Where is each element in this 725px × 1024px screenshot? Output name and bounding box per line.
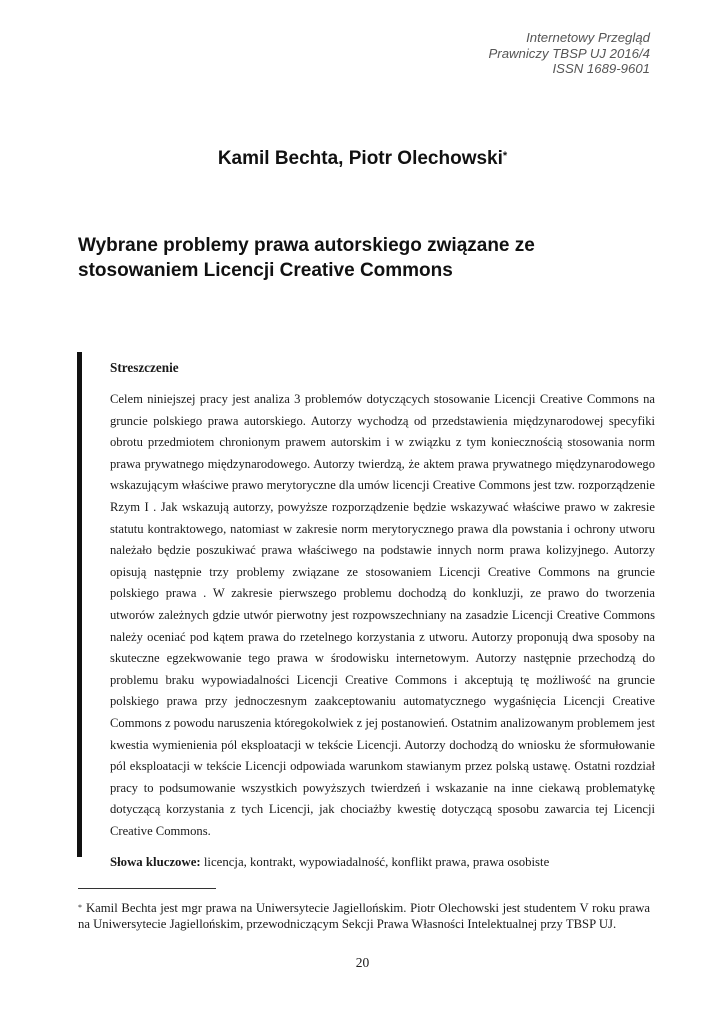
author-names: Kamil Bechta, Piotr Olechowski [217, 148, 503, 169]
article-authors [0, 147, 725, 171]
abstract-heading: Streszczenie [110, 360, 179, 375]
article-title: Wybrane problemy prawa autorskiego związane ze stosowaniem Licencji Creative Commons [78, 235, 535, 281]
footnote-marker: * [78, 903, 82, 912]
keywords-line [110, 852, 655, 872]
footnote-separator [78, 888, 216, 889]
keywords-label: Słowa kluczowe: [110, 855, 201, 870]
footnote-text: Kamil Bechta jest mgr prawa na Uniwersytecie Jagiellońskim. Piotr Olechowski jest studentem V roku prawa na Uniwersytecie Jagiellońskim, przewodniczącym Sekcji Prawa Własności Intelektualnej przy TBSP UJ. [78, 901, 650, 931]
footnote [78, 901, 650, 932]
abstract-body: Celem niniejszej pracy jest analiza 3 problemów dotyczących stosowanie Licencji Creative Commons na gruncie polskiego prawa autorskiego. Autorzy wychodzą od przedstawienia międzynarodowej specyfiki obrotu przedmiotem chronionym prawem autorskim i w związku z tym koniecznością stosowania norm prawa prywatnego międzynarodowego. Autorzy twierdzą, że aktem prawa prywatnego międzynarodowego wskazującym właściwe prawo merytoryczne dla umów licencji Creative Commons jest tzw. rozporządzenie Rzym I . Jak wskazują autorzy, powyższe rozporządzenie będzie wskazywać właściwe prawo w zakresie statutu kontraktowego, natomiast w zakresie norm merytorycznego prawa dla powstania i ochrony utworu należało będzie poszukiwać prawa właściwego na podstawie innych norm prawa kolizyjnego. Autorzy opisują następnie trzy problemy związane ze stosowaniem Licencji Creative Commons na gruncie polskiego prawa . W zakresie pierwszego problemu dochodzą do konkluzji, ze prawo do tworzenia utworów zależnych gdzie utwór pierwotny jest rozpowszechniany na zasadzie Licencji Creative Commons należy oceniać pod kątem prawa do rzetelnego korzystania z utworu. Autorzy proponują dwa sposoby na skuteczne egzekwowanie tego prawa w środowisku internetowym. Autorzy następnie przechodzą do problemu braku wypowiadalności Licencji Creative Commons i akceptują tę możliwość na gruncie polskiego prawa przy jednoczesnym zaakceptowaniu automatycznego wygaśnięcia Licencji Creative Commons z powodu naruszenia któregokolwiek z jej postanowień. Ostatnim analizowanym problemem jest kwestia wymienienia pól eksploatacji w tekście Licencji. Autorzy dochodzą do wniosku że sformułowanie pól eksploatacji w tekście Licencji odpowiada warunkom stawianym przez polską ustawę. Ostatni rozdział pracy to podsumowanie wszystkich powyższych twierdzeń i wskazanie na inne ciekawą problematykę dotyczącą korzystania z tych Licencji, jak chociażby kwestię dotyczącą sposobu zawarcia tej Licencji Creative Commons. [110, 392, 655, 838]
author-footnote-marker: * [502, 150, 508, 162]
abstract-section [110, 358, 655, 872]
abstract-side-bar [77, 352, 82, 857]
masthead-line-1: Internetowy Przegląd [526, 30, 650, 45]
masthead-line-2: Prawniczy TBSP UJ 2016/4 [488, 45, 650, 61]
page-number: 20 [355, 955, 370, 970]
keywords-list: licencja, kontrakt, wypowiadalność, konflikt prawa, prawa osobiste [203, 855, 550, 870]
journal-masthead [489, 30, 651, 77]
masthead-issn: ISSN 1689-9601 [552, 61, 650, 76]
